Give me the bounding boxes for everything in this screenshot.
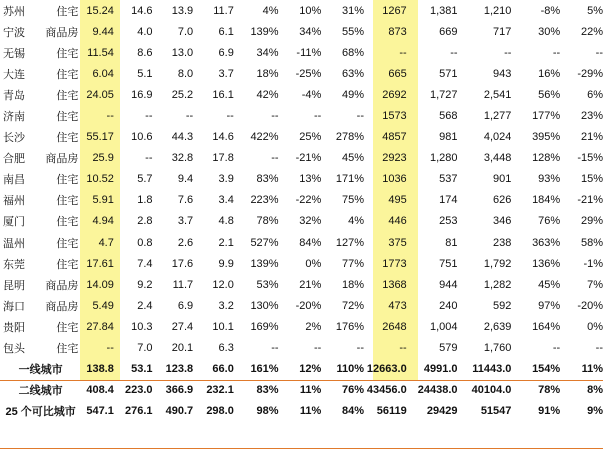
table-cell: 1,277	[483, 110, 512, 123]
table-cell: --	[145, 152, 153, 165]
table-cell: 27.84	[86, 320, 114, 333]
table-cell: 58%	[580, 236, 603, 249]
table-cell: 10.6	[131, 131, 153, 144]
table-cell: -21%	[295, 152, 322, 165]
table-cell: 8.0	[177, 67, 194, 80]
table-cell: 626	[493, 194, 512, 207]
table-cell: 4857	[382, 131, 407, 144]
table-cell: 4.8	[218, 215, 234, 228]
table-cell: -4%	[301, 88, 322, 101]
table-cell: -11%	[296, 46, 322, 59]
summary-row	[0, 380, 603, 401]
table-cell: 3.7	[177, 215, 194, 228]
table-cell: 1,004	[429, 320, 458, 333]
summary-cell: 56119	[376, 405, 407, 418]
summary-cell: 298.0	[206, 405, 234, 418]
table-cell: 76%	[538, 215, 561, 228]
table-cell: 14.09	[86, 278, 114, 291]
table-cell: 1036	[382, 173, 407, 186]
table-cell: 3.9	[218, 173, 234, 186]
table-cell: 81	[445, 236, 458, 249]
table-cell: 238	[493, 236, 512, 249]
city-name: 温州	[3, 237, 25, 250]
table-cell: 171%	[335, 173, 364, 186]
table-cell: --	[271, 152, 279, 165]
table-cell: 25.2	[171, 88, 194, 101]
table-cell: --	[271, 342, 279, 355]
summary-cell: 24438.0	[417, 384, 458, 397]
table-cell: 4.7	[98, 236, 114, 249]
city-name: 无锡	[3, 47, 25, 60]
table-cell: 32%	[299, 215, 322, 228]
table-cell: 1773	[382, 257, 407, 270]
table-cell: 10.3	[131, 320, 153, 333]
table-cell: 130%	[250, 299, 279, 312]
table-cell: 278%	[335, 131, 364, 144]
city-name: 东莞	[3, 258, 25, 271]
summary-cell: 43456.0	[366, 384, 407, 397]
city-name: 宁波	[3, 26, 25, 39]
property-type: 住宅	[56, 321, 79, 334]
property-type: 商品房	[45, 153, 79, 166]
table-cell: 18%	[341, 278, 364, 291]
table-cell: -21%	[577, 194, 603, 207]
table-cell: --	[226, 110, 234, 123]
summary-cell: 276.1	[124, 405, 153, 418]
table-row	[0, 148, 603, 169]
summary-cell: 40104.0	[471, 384, 512, 397]
table-cell: 5.1	[137, 67, 153, 80]
summary-label: 一线城市	[18, 364, 63, 377]
table-cell: 15.24	[86, 4, 114, 17]
table-cell: 75%	[341, 194, 364, 207]
table-cell: 18%	[256, 67, 279, 80]
table-cell: 669	[439, 25, 458, 38]
summary-cell: 98%	[256, 405, 279, 418]
table-cell: 1,381	[429, 4, 458, 17]
table-cell: 751	[439, 257, 458, 270]
table-cell: 68%	[341, 46, 364, 59]
table-cell: 9.4	[177, 173, 194, 186]
table-cell: -20%	[577, 299, 603, 312]
table-cell: 6.9	[218, 46, 234, 59]
table-cell: 16.1	[212, 88, 234, 101]
table-cell: 6.3	[218, 342, 234, 355]
table-cell: 83%	[256, 173, 279, 186]
summary-cell: 408.4	[86, 384, 114, 397]
table-cell: 6.04	[92, 67, 114, 80]
table-cell: 5.91	[92, 194, 114, 207]
table-cell: 4,024	[483, 131, 512, 144]
summary-row	[0, 401, 603, 422]
summary-cell: 11%	[581, 363, 603, 376]
table-cell: --	[399, 46, 407, 59]
summary-cell: 9%	[587, 405, 603, 418]
table-cell: --	[271, 110, 279, 123]
table-cell: 72%	[341, 299, 364, 312]
table-cell: 446	[388, 215, 407, 228]
table-cell: 2.1	[218, 236, 234, 249]
summary-cell: 66.0	[212, 363, 234, 376]
city-name: 苏州	[3, 5, 25, 18]
table-cell: 901	[493, 173, 512, 186]
table-cell: 0%	[587, 320, 603, 333]
table-row	[0, 127, 603, 148]
table-cell: 77%	[341, 257, 364, 270]
summary-cell: 78%	[538, 384, 561, 397]
table-cell: 176%	[335, 320, 364, 333]
table-cell: 8.6	[137, 46, 153, 59]
table-row	[0, 232, 603, 253]
table-cell: 6.9	[177, 299, 194, 312]
property-type: 商品房	[45, 300, 79, 313]
table-cell: 240	[439, 299, 458, 312]
table-cell: 21%	[299, 278, 322, 291]
table-cell: 395%	[532, 131, 561, 144]
table-cell: 11.54	[87, 46, 114, 59]
table-cell: 21%	[580, 131, 603, 144]
table-cell: 873	[388, 25, 407, 38]
summary-cell: 547.1	[86, 405, 114, 418]
table-cell: 53%	[256, 278, 279, 291]
table-cell: 17.61	[86, 257, 114, 270]
table-cell: 7%	[587, 278, 603, 291]
table-cell: 363%	[532, 236, 561, 249]
table-cell: 5.7	[137, 173, 153, 186]
table-cell: 20.1	[171, 342, 194, 355]
table-cell: --	[185, 110, 194, 123]
table-cell: 1,282	[483, 278, 512, 291]
table-cell: 2.8	[137, 215, 153, 228]
city-name: 包头	[3, 343, 25, 356]
property-type: 住宅	[56, 343, 79, 356]
table-cell: 223%	[250, 194, 279, 207]
city-name: 济南	[3, 111, 25, 124]
table-cell: 2,541	[483, 88, 512, 101]
table-cell: 13.9	[171, 4, 194, 17]
city-name: 合肥	[3, 153, 25, 166]
table-row	[0, 211, 603, 232]
property-type: 住宅	[56, 89, 79, 102]
table-cell: 10.1	[212, 320, 234, 333]
table-cell: 139%	[250, 257, 279, 270]
table-cell: 9.44	[92, 25, 114, 38]
table-cell: 6.1	[218, 25, 234, 38]
table-cell: 139%	[250, 25, 279, 38]
table-cell: 55%	[341, 25, 364, 38]
property-type: 住宅	[56, 195, 79, 208]
table-cell: 527%	[250, 236, 279, 249]
summary-cell: 29429	[426, 405, 458, 418]
table-cell: 6%	[587, 88, 603, 101]
city-name: 贵阳	[3, 321, 25, 334]
property-type: 住宅	[56, 111, 79, 124]
table-cell: --	[106, 110, 114, 123]
table-cell: 25%	[299, 131, 322, 144]
city-name: 厦门	[3, 216, 25, 229]
table-cell: 11.7	[213, 4, 234, 17]
table-cell: 97%	[538, 299, 561, 312]
table-row	[0, 63, 603, 84]
summary-row	[0, 359, 603, 380]
table-cell: 473	[388, 299, 407, 312]
table-cell: 13%	[299, 173, 322, 186]
table-cell: 27.4	[171, 320, 194, 333]
property-type: 住宅	[56, 237, 79, 250]
table-cell: 2.6	[177, 236, 194, 249]
table-cell: 128%	[532, 152, 561, 165]
table-cell: 78%	[256, 215, 279, 228]
table-row	[0, 42, 603, 63]
summary-cell: 161%	[250, 363, 279, 376]
table-row	[0, 169, 603, 190]
table-cell: 44.3	[171, 131, 194, 144]
table-cell: 1368	[382, 278, 407, 291]
table-cell: 346	[493, 215, 512, 228]
table-cell: --	[106, 342, 114, 355]
summary-cell: 76%	[341, 384, 364, 397]
summary-cell: 12%	[299, 363, 322, 376]
table-cell: 7.6	[177, 194, 194, 207]
table-cell: --	[450, 46, 458, 59]
table-cell: 944	[439, 278, 458, 291]
city-name: 青岛	[3, 89, 25, 102]
table-row	[0, 316, 603, 337]
table-row	[0, 105, 603, 126]
city-name: 南昌	[3, 174, 25, 187]
table-cell: --	[552, 46, 561, 59]
property-type: 住宅	[56, 174, 79, 187]
table-row	[0, 295, 603, 316]
summary-cell: 84%	[341, 405, 364, 418]
table-cell: --	[356, 342, 364, 355]
table-cell: 7.0	[137, 342, 153, 355]
table-cell: 4%	[348, 215, 364, 228]
table-cell: 0%	[305, 257, 322, 270]
table-cell: 14.6	[212, 131, 234, 144]
table-cell: 24.05	[86, 88, 114, 101]
table-cell: 579	[439, 342, 458, 355]
table-cell: 2692	[382, 88, 407, 101]
table-cell: 169%	[250, 320, 279, 333]
table-cell: 84%	[299, 236, 322, 249]
table-cell: 2,639	[483, 320, 512, 333]
table-cell: 25.9	[92, 152, 114, 165]
table-cell: 31%	[341, 4, 364, 17]
table-cell: 568	[439, 110, 458, 123]
table-cell: --	[313, 342, 322, 355]
summary-cell: 83%	[256, 384, 279, 397]
summary-cell: 366.9	[165, 384, 194, 397]
property-type: 商品房	[45, 26, 79, 39]
table-cell: --	[145, 110, 153, 123]
table-cell: 16.9	[131, 88, 153, 101]
table-cell: 7.4	[137, 257, 153, 270]
table-cell: 2%	[305, 320, 322, 333]
summary-label: 25 个可比城市	[5, 406, 76, 419]
table-cell: -15%	[577, 152, 603, 165]
table-cell: 3.7	[218, 67, 234, 80]
summary-cell: 232.1	[206, 384, 234, 397]
table-cell: 184%	[532, 194, 561, 207]
summary-label: 二线城市	[18, 385, 63, 398]
table-cell: 17.8	[212, 152, 234, 165]
summary-cell: 51547	[480, 405, 512, 418]
table-cell: 2648	[382, 320, 407, 333]
city-name: 福州	[3, 195, 25, 208]
table-row	[0, 190, 603, 211]
table-cell: 34%	[299, 25, 322, 38]
table-cell: 15%	[580, 173, 603, 186]
table-cell: 49%	[341, 88, 364, 101]
city-name: 大连	[3, 68, 25, 81]
table-cell: 136%	[532, 257, 561, 270]
summary-cell: 123.8	[165, 363, 194, 376]
property-type: 住宅	[56, 258, 79, 271]
table-row	[0, 21, 603, 42]
table-cell: 2923	[382, 152, 407, 165]
table-cell: 3,448	[483, 152, 512, 165]
table-cell: 1267	[382, 4, 407, 17]
property-type: 住宅	[56, 68, 79, 81]
summary-cell: 11%	[299, 384, 322, 397]
table-cell: 4.0	[137, 25, 153, 38]
table-cell: -20%	[295, 299, 322, 312]
table-cell: --	[552, 342, 561, 355]
table-cell: 4%	[262, 4, 279, 17]
table-row	[0, 274, 603, 295]
table-cell: -29%	[577, 67, 603, 80]
table-cell: 10.52	[86, 173, 114, 186]
table-cell: 495	[388, 194, 407, 207]
property-type: 住宅	[56, 47, 79, 60]
table-cell: 1573	[382, 110, 407, 123]
table-cell: 63%	[341, 67, 364, 80]
table-row	[0, 84, 603, 105]
table-cell: 29%	[580, 215, 603, 228]
property-type: 住宅	[56, 216, 79, 229]
table-row	[0, 338, 603, 359]
table-cell: 9.2	[137, 278, 153, 291]
table-cell: 16%	[538, 67, 561, 80]
table-cell: 981	[439, 131, 458, 144]
table-cell: 45%	[341, 152, 364, 165]
table-cell: -25%	[295, 67, 322, 80]
table-cell: 164%	[532, 320, 561, 333]
table-cell: 12.0	[212, 278, 234, 291]
property-type: 住宅	[56, 132, 79, 145]
table-row	[0, 0, 603, 21]
table-cell: --	[356, 110, 364, 123]
table-cell: 30%	[538, 25, 561, 38]
table-cell: 1,792	[483, 257, 512, 270]
summary-cell: 138.8	[86, 363, 114, 376]
property-type: 商品房	[45, 279, 79, 292]
table-cell: 11.7	[172, 278, 194, 291]
table-cell: 537	[439, 173, 458, 186]
summary-cell: 11%	[299, 405, 322, 418]
table-cell: --	[595, 46, 603, 59]
summary-cell: 4991.0	[423, 363, 458, 376]
summary-cell: 8%	[587, 384, 603, 397]
summary-cell: 110%	[336, 363, 364, 376]
table-cell: -8%	[540, 4, 561, 17]
table-cell: 174	[439, 194, 458, 207]
summary-rows	[0, 359, 603, 422]
table-cell: 7.0	[177, 25, 194, 38]
table-cell: 422%	[250, 131, 279, 144]
table-cell: 10%	[299, 4, 322, 17]
property-type: 住宅	[56, 5, 79, 18]
table-cell: 4.94	[92, 215, 114, 228]
table-cell: 1,727	[429, 88, 458, 101]
table-cell: 42%	[256, 88, 279, 101]
table-cell: 592	[493, 299, 512, 312]
summary-cell: 11443.0	[472, 363, 512, 376]
table-cell: 1,280	[429, 152, 458, 165]
table-cell: 34%	[256, 46, 279, 59]
table-cell: 93%	[538, 173, 561, 186]
summary-cell: 12663.0	[366, 363, 407, 376]
table-cell: 45%	[538, 278, 561, 291]
table-cell: --	[595, 342, 603, 355]
city-name: 昆明	[3, 279, 25, 292]
summary-cell: 91%	[538, 405, 561, 418]
table-cell: --	[399, 342, 407, 355]
table-cell: 55.17	[86, 131, 114, 144]
table-cell: 32.8	[171, 152, 194, 165]
table-cell: 0.8	[137, 236, 153, 249]
table-cell: 56%	[538, 88, 561, 101]
summary-cell: 490.7	[165, 405, 194, 418]
table-cell: 717	[493, 25, 512, 38]
table-cell: 1,760	[483, 342, 512, 355]
table-cell: 2.4	[137, 299, 153, 312]
summary-cell: 53.1	[131, 363, 153, 376]
table-cell: 253	[439, 215, 458, 228]
table-cell: --	[504, 46, 512, 59]
table-cell: 14.6	[131, 4, 153, 17]
table-cell: 375	[388, 236, 407, 249]
table-cell: 665	[388, 67, 407, 80]
table-cell: 23%	[580, 110, 603, 123]
table-cell: 1,210	[483, 4, 512, 17]
table-cell: 17.6	[171, 257, 194, 270]
table-cell: --	[313, 110, 322, 123]
table-cell: 177%	[532, 110, 561, 123]
summary-separator-line	[0, 380, 603, 381]
table-cell: 3.4	[218, 194, 234, 207]
table-cell: 5.49	[92, 299, 114, 312]
table-cell: 127%	[335, 236, 364, 249]
table-cell: 571	[439, 67, 458, 80]
summary-cell: 223.0	[124, 384, 153, 397]
table-cell: 9.9	[218, 257, 234, 270]
table-row	[0, 253, 603, 274]
table-cell: 5%	[587, 4, 603, 17]
table-cell: 22%	[580, 25, 603, 38]
table-cell: -22%	[295, 194, 322, 207]
city-name: 长沙	[3, 132, 25, 145]
table-cell: 1.8	[137, 194, 153, 207]
table-cell: 943	[493, 67, 512, 80]
table-cell: -1%	[583, 257, 603, 270]
summary-cell: 154%	[532, 363, 561, 376]
table-cell: 3.2	[218, 299, 234, 312]
table-cell: 13.0	[171, 46, 194, 59]
city-name: 海口	[3, 300, 25, 313]
